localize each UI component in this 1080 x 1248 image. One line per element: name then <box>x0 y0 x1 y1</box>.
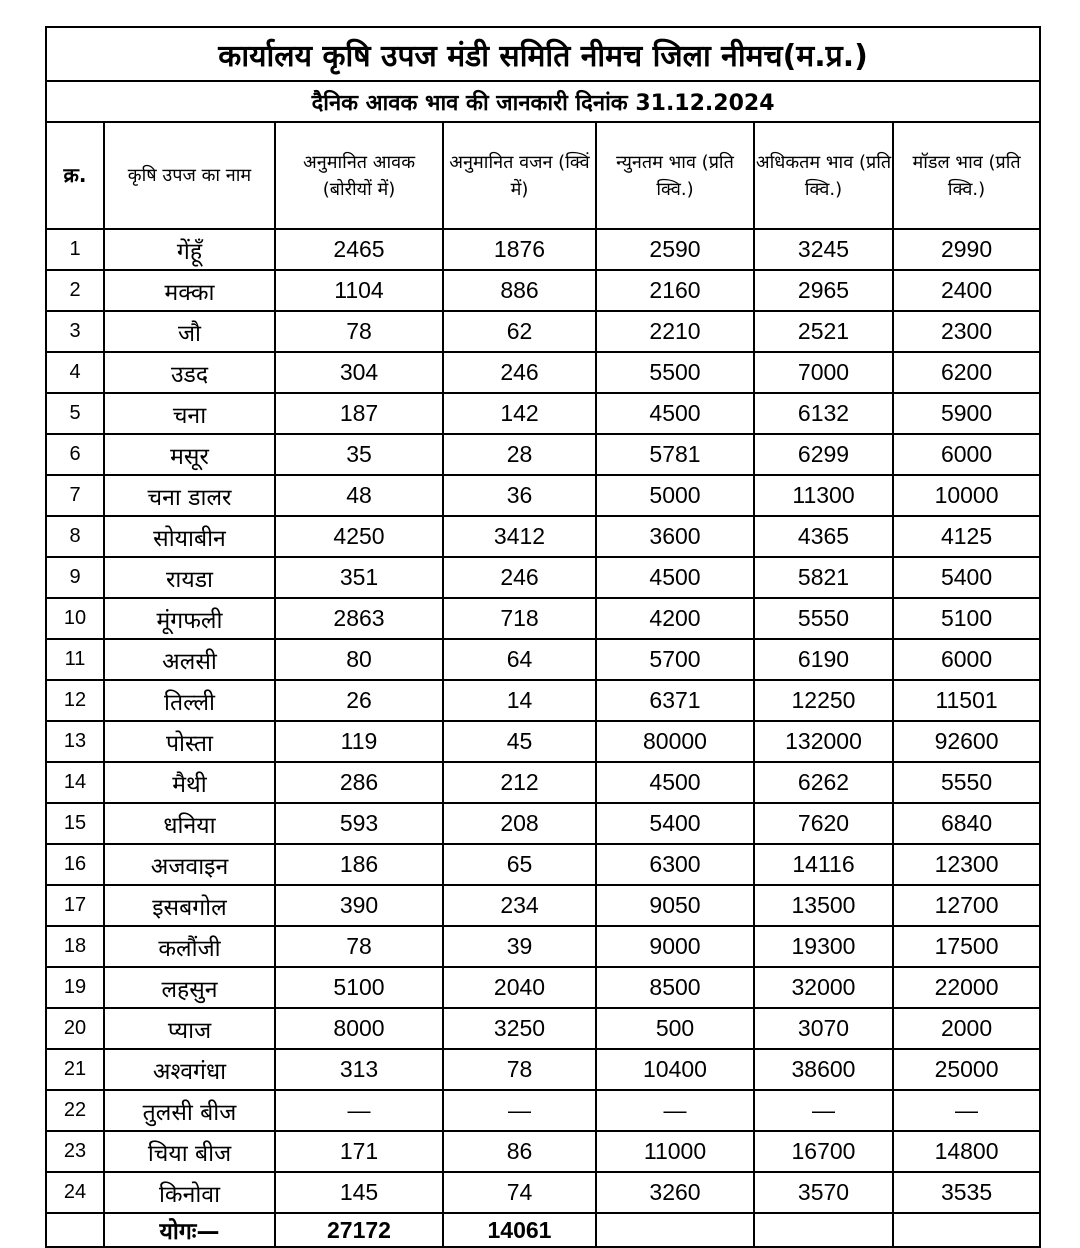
max-price-cell: 3570 <box>754 1172 893 1213</box>
min-price-cell: 6300 <box>596 844 754 885</box>
sn-cell: 22 <box>46 1090 104 1131</box>
table-row <box>46 311 1040 352</box>
arrival-cell: 187 <box>275 393 443 434</box>
weight-cell: 74 <box>443 1172 596 1213</box>
modal-price-cell: 2990 <box>893 229 1040 270</box>
table-row <box>46 1049 1040 1090</box>
crop-name-cell: तिल्ली <box>104 680 275 721</box>
max-price-cell: 19300 <box>754 926 893 967</box>
crop-name-cell: प्याज <box>104 1008 275 1049</box>
min-price-cell: 9000 <box>596 926 754 967</box>
min-price-cell: 8500 <box>596 967 754 1008</box>
crop-name-cell: मक्का <box>104 270 275 311</box>
weight-cell: 234 <box>443 885 596 926</box>
total-row <box>46 1213 1040 1247</box>
max-price-cell: 32000 <box>754 967 893 1008</box>
table-row <box>46 1172 1040 1213</box>
total-modal-cell <box>893 1213 1040 1247</box>
weight-cell: 14 <box>443 680 596 721</box>
crop-name-cell: रायडा <box>104 557 275 598</box>
weight-cell: 208 <box>443 803 596 844</box>
min-price-cell: 5400 <box>596 803 754 844</box>
weight-cell: 3250 <box>443 1008 596 1049</box>
min-price-cell: 5000 <box>596 475 754 516</box>
weight-cell: 2040 <box>443 967 596 1008</box>
min-price-cell: 3600 <box>596 516 754 557</box>
total-arrival: 27172 <box>275 1213 443 1247</box>
modal-price-cell: 14800 <box>893 1131 1040 1172</box>
weight-cell: 64 <box>443 639 596 680</box>
crop-name-cell: लहसुन <box>104 967 275 1008</box>
crop-name-cell: तुलसी बीज <box>104 1090 275 1131</box>
min-price-cell: 2160 <box>596 270 754 311</box>
sn-cell: 4 <box>46 352 104 393</box>
arrival-cell: 313 <box>275 1049 443 1090</box>
sn-cell: 21 <box>46 1049 104 1090</box>
min-price-cell: 4200 <box>596 598 754 639</box>
table-row <box>46 598 1040 639</box>
header-crop: कृषि उपज का नाम <box>104 122 275 229</box>
crop-name-cell: सोयाबीन <box>104 516 275 557</box>
sn-cell: 9 <box>46 557 104 598</box>
sn-cell: 5 <box>46 393 104 434</box>
modal-price-cell: 6200 <box>893 352 1040 393</box>
crop-name-cell: धनिया <box>104 803 275 844</box>
modal-price-cell: 92600 <box>893 721 1040 762</box>
arrival-cell: 304 <box>275 352 443 393</box>
arrival-cell: 593 <box>275 803 443 844</box>
modal-price-cell: 3535 <box>893 1172 1040 1213</box>
crop-name-cell: चना <box>104 393 275 434</box>
page-title: कार्यालय कृषि उपज मंडी समिति नीमच जिला नीमच(म.प्र.) <box>46 27 1040 81</box>
weight-cell: 3412 <box>443 516 596 557</box>
modal-price-cell: 17500 <box>893 926 1040 967</box>
header-arrival: अनुमानित आवक (बोरीयों में) <box>275 122 443 229</box>
sn-cell: 8 <box>46 516 104 557</box>
arrival-cell: — <box>275 1090 443 1131</box>
crop-name-cell: चना डालर <box>104 475 275 516</box>
header-max-price: अधिकतम भाव (प्रति क्वि.) <box>754 122 893 229</box>
max-price-cell: 6190 <box>754 639 893 680</box>
arrival-cell: 171 <box>275 1131 443 1172</box>
max-price-cell: 38600 <box>754 1049 893 1090</box>
table-row <box>46 680 1040 721</box>
sn-cell: 1 <box>46 229 104 270</box>
weight-cell: 39 <box>443 926 596 967</box>
arrival-cell: 2465 <box>275 229 443 270</box>
header-modal-price: मॉडल भाव (प्रति क्वि.) <box>893 122 1040 229</box>
crop-name-cell: अलसी <box>104 639 275 680</box>
arrival-cell: 35 <box>275 434 443 475</box>
modal-price-cell: 5900 <box>893 393 1040 434</box>
max-price-cell: 7000 <box>754 352 893 393</box>
modal-price-cell: 12300 <box>893 844 1040 885</box>
weight-cell: 886 <box>443 270 596 311</box>
sn-cell: 10 <box>46 598 104 639</box>
crop-name-cell: इसबगोल <box>104 885 275 926</box>
crop-name-cell: पोस्ता <box>104 721 275 762</box>
modal-price-cell: 6000 <box>893 639 1040 680</box>
modal-price-cell: 22000 <box>893 967 1040 1008</box>
min-price-cell: 3260 <box>596 1172 754 1213</box>
min-price-cell: 500 <box>596 1008 754 1049</box>
arrival-cell: 78 <box>275 311 443 352</box>
crop-name-cell: कलौंजी <box>104 926 275 967</box>
sn-cell: 19 <box>46 967 104 1008</box>
crop-name-cell: मैथी <box>104 762 275 803</box>
total-weight: 14061 <box>443 1213 596 1247</box>
table-row <box>46 639 1040 680</box>
weight-cell: 62 <box>443 311 596 352</box>
arrival-cell: 5100 <box>275 967 443 1008</box>
crop-name-cell: चिया बीज <box>104 1131 275 1172</box>
max-price-cell: 14116 <box>754 844 893 885</box>
arrival-cell: 26 <box>275 680 443 721</box>
table-body <box>46 229 1040 1213</box>
table-row <box>46 1008 1040 1049</box>
min-price-cell: 4500 <box>596 393 754 434</box>
crop-name-cell: अश्वगंधा <box>104 1049 275 1090</box>
sn-cell: 2 <box>46 270 104 311</box>
weight-cell: 212 <box>443 762 596 803</box>
crop-name-cell: मूंगफली <box>104 598 275 639</box>
total-max-cell <box>754 1213 893 1247</box>
arrival-cell: 119 <box>275 721 443 762</box>
min-price-cell: 9050 <box>596 885 754 926</box>
modal-price-cell: 5100 <box>893 598 1040 639</box>
arrival-cell: 80 <box>275 639 443 680</box>
min-price-cell: 11000 <box>596 1131 754 1172</box>
sn-cell: 14 <box>46 762 104 803</box>
max-price-cell: 13500 <box>754 885 893 926</box>
crop-name-cell: गेंहूँ <box>104 229 275 270</box>
sn-cell: 3 <box>46 311 104 352</box>
weight-cell: 36 <box>443 475 596 516</box>
table-row <box>46 844 1040 885</box>
table-row <box>46 1131 1040 1172</box>
min-price-cell: 4500 <box>596 557 754 598</box>
max-price-cell: 6299 <box>754 434 893 475</box>
sn-cell: 11 <box>46 639 104 680</box>
modal-price-cell: 11501 <box>893 680 1040 721</box>
weight-cell: 86 <box>443 1131 596 1172</box>
table-row <box>46 721 1040 762</box>
arrival-cell: 1104 <box>275 270 443 311</box>
weight-cell: 28 <box>443 434 596 475</box>
max-price-cell: 5550 <box>754 598 893 639</box>
crop-name-cell: उडद <box>104 352 275 393</box>
max-price-cell: 2521 <box>754 311 893 352</box>
table-row <box>46 434 1040 475</box>
sn-cell: 20 <box>46 1008 104 1049</box>
sn-cell: 23 <box>46 1131 104 1172</box>
max-price-cell: 11300 <box>754 475 893 516</box>
crop-name-cell: जौ <box>104 311 275 352</box>
daily-arrival-table <box>45 26 1041 1248</box>
max-price-cell: 7620 <box>754 803 893 844</box>
min-price-cell: 5781 <box>596 434 754 475</box>
weight-cell: 65 <box>443 844 596 885</box>
modal-price-cell: 6840 <box>893 803 1040 844</box>
weight-cell: — <box>443 1090 596 1131</box>
weight-cell: 45 <box>443 721 596 762</box>
sn-cell: 16 <box>46 844 104 885</box>
crop-name-cell: अजवाइन <box>104 844 275 885</box>
arrival-cell: 48 <box>275 475 443 516</box>
table-row <box>46 352 1040 393</box>
weight-cell: 246 <box>443 557 596 598</box>
total-min-cell <box>596 1213 754 1247</box>
table-row <box>46 229 1040 270</box>
total-label: योगः— <box>104 1213 275 1247</box>
table-row <box>46 967 1040 1008</box>
header-min-price: न्युनतम भाव (प्रति क्वि.) <box>596 122 754 229</box>
sn-cell: 24 <box>46 1172 104 1213</box>
max-price-cell: 12250 <box>754 680 893 721</box>
max-price-cell: 3245 <box>754 229 893 270</box>
min-price-cell: — <box>596 1090 754 1131</box>
table-row <box>46 1090 1040 1131</box>
arrival-cell: 286 <box>275 762 443 803</box>
sn-cell: 15 <box>46 803 104 844</box>
min-price-cell: 2210 <box>596 311 754 352</box>
max-price-cell: 5821 <box>754 557 893 598</box>
table-row <box>46 926 1040 967</box>
sn-cell: 18 <box>46 926 104 967</box>
table-row <box>46 393 1040 434</box>
modal-price-cell: 10000 <box>893 475 1040 516</box>
sn-cell: 13 <box>46 721 104 762</box>
weight-cell: 78 <box>443 1049 596 1090</box>
max-price-cell: 6132 <box>754 393 893 434</box>
table-header-row <box>46 122 1040 229</box>
table-row <box>46 803 1040 844</box>
table-row <box>46 270 1040 311</box>
arrival-cell: 8000 <box>275 1008 443 1049</box>
max-price-cell: 2965 <box>754 270 893 311</box>
min-price-cell: 6371 <box>596 680 754 721</box>
modal-price-cell: 2400 <box>893 270 1040 311</box>
modal-price-cell: — <box>893 1090 1040 1131</box>
sn-cell: 7 <box>46 475 104 516</box>
sn-cell: 6 <box>46 434 104 475</box>
header-sn: क्र. <box>46 122 104 229</box>
arrival-cell: 2863 <box>275 598 443 639</box>
table-row <box>46 885 1040 926</box>
table-row <box>46 557 1040 598</box>
weight-cell: 142 <box>443 393 596 434</box>
modal-price-cell: 2000 <box>893 1008 1040 1049</box>
max-price-cell: 4365 <box>754 516 893 557</box>
max-price-cell: 3070 <box>754 1008 893 1049</box>
modal-price-cell: 2300 <box>893 311 1040 352</box>
weight-cell: 246 <box>443 352 596 393</box>
report-subtitle: दैनिक आवक भाव की जानकारी दिनांक 31.12.2024 <box>46 81 1040 122</box>
modal-price-cell: 4125 <box>893 516 1040 557</box>
weight-cell: 718 <box>443 598 596 639</box>
modal-price-cell: 25000 <box>893 1049 1040 1090</box>
min-price-cell: 5500 <box>596 352 754 393</box>
min-price-cell: 4500 <box>596 762 754 803</box>
crop-name-cell: किनोवा <box>104 1172 275 1213</box>
sn-cell: 17 <box>46 885 104 926</box>
table-row <box>46 475 1040 516</box>
table-row <box>46 762 1040 803</box>
arrival-cell: 186 <box>275 844 443 885</box>
min-price-cell: 2590 <box>596 229 754 270</box>
arrival-cell: 145 <box>275 1172 443 1213</box>
table-row <box>46 516 1040 557</box>
weight-cell: 1876 <box>443 229 596 270</box>
max-price-cell: 132000 <box>754 721 893 762</box>
max-price-cell: 16700 <box>754 1131 893 1172</box>
modal-price-cell: 6000 <box>893 434 1040 475</box>
header-weight: अनुमानित वजन (क्विं में) <box>443 122 596 229</box>
max-price-cell: 6262 <box>754 762 893 803</box>
modal-price-cell: 5550 <box>893 762 1040 803</box>
modal-price-cell: 12700 <box>893 885 1040 926</box>
arrival-cell: 390 <box>275 885 443 926</box>
arrival-cell: 4250 <box>275 516 443 557</box>
arrival-cell: 351 <box>275 557 443 598</box>
min-price-cell: 5700 <box>596 639 754 680</box>
arrival-cell: 78 <box>275 926 443 967</box>
min-price-cell: 80000 <box>596 721 754 762</box>
sn-cell: 12 <box>46 680 104 721</box>
min-price-cell: 10400 <box>596 1049 754 1090</box>
modal-price-cell: 5400 <box>893 557 1040 598</box>
mandi-rate-sheet <box>45 26 1039 1248</box>
total-sn-cell <box>46 1213 104 1247</box>
crop-name-cell: मसूर <box>104 434 275 475</box>
max-price-cell: — <box>754 1090 893 1131</box>
